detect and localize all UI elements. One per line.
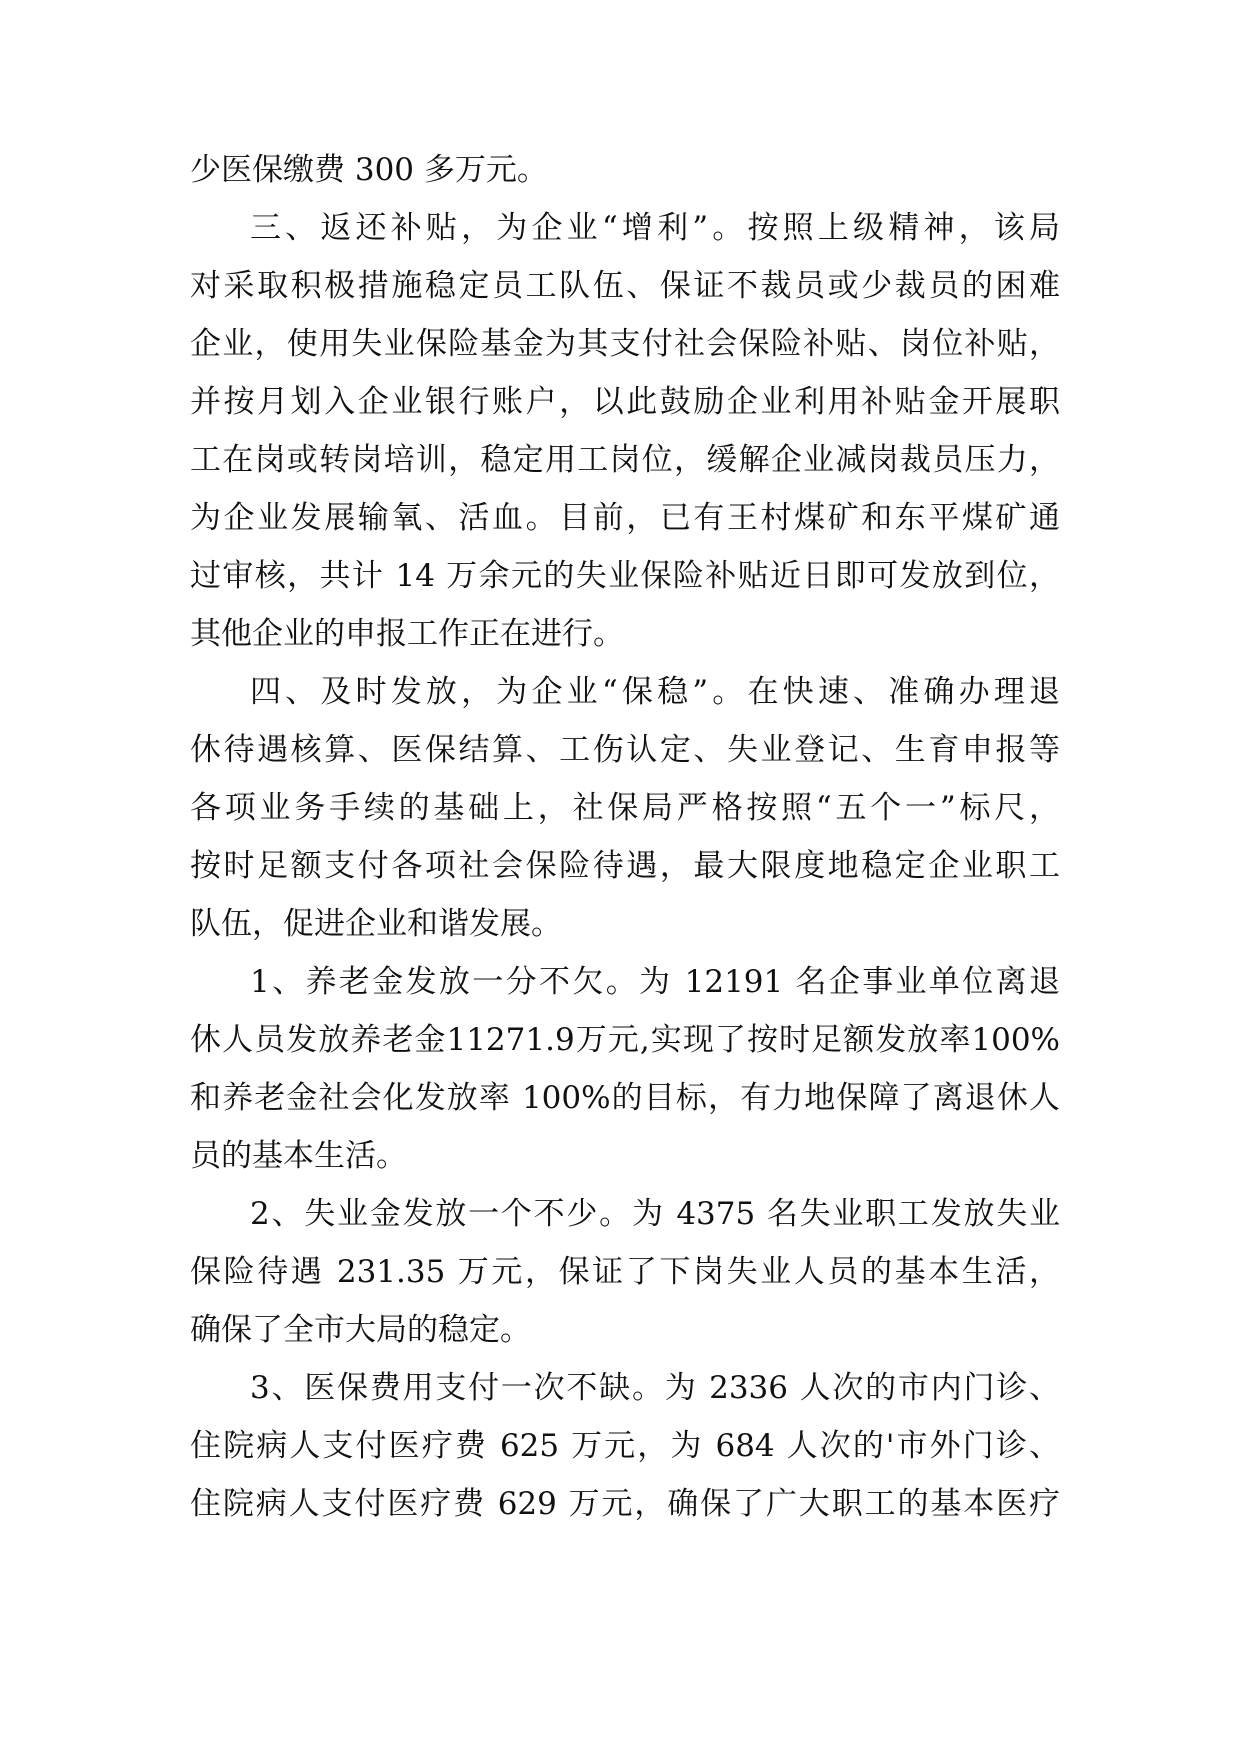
paragraph-line: 工在岗或转岗培训，稳定用工岗位，缓解企业减岗裁员压力， xyxy=(190,442,1060,478)
paragraph-line: 2、失业金发放一个不少。为 4375 名失业职工发放失业 xyxy=(250,1196,1060,1232)
paragraph-line: 并按月划入企业银行账户，以此鼓励企业利用补贴金开展职 xyxy=(190,384,1060,420)
paragraph-line: 休人员发放养老金11271.9万元,实现了按时足额发放率100% xyxy=(190,1022,1060,1058)
paragraph-line: 对采取积极措施稳定员工队伍、保证不裁员或少裁员的困难 xyxy=(190,268,1060,304)
paragraph-line: 和养老金社会化发放率 100%的目标，有力地保障了离退休人 xyxy=(190,1080,1060,1116)
paragraph-line: 各项业务手续的基础上，社保局严格按照“五个一”标尺， xyxy=(190,790,1060,826)
paragraph-line: 保险待遇 231.35 万元，保证了下岗失业人员的基本生活， xyxy=(190,1254,1060,1290)
paragraph-line: 过审核，共计 14 万余元的失业保险补贴近日即可发放到位， xyxy=(190,558,1060,594)
paragraph-line: 确保了全市大局的稳定。 xyxy=(190,1312,531,1348)
paragraph-line: 3、医保费用支付一次不缺。为 2336 人次的市内门诊、 xyxy=(250,1370,1060,1406)
paragraph-line: 为企业发展输氧、活血。目前，已有王村煤矿和东平煤矿通 xyxy=(190,500,1060,536)
paragraph-line: 企业，使用失业保险基金为其支付社会保险补贴、岗位补贴， xyxy=(190,326,1060,362)
paragraph-line: 住院病人支付医疗费 629 万元，确保了广大职工的基本医疗 xyxy=(190,1486,1060,1522)
paragraph-line: 其他企业的申报工作正在进行。 xyxy=(190,616,624,652)
paragraph-line: 三、返还补贴，为企业“增利”。按照上级精神，该局 xyxy=(250,210,1060,246)
paragraph-line: 员的基本生活。 xyxy=(190,1138,407,1174)
paragraph-line: 四、及时发放，为企业“保稳”。在快速、准确办理退 xyxy=(250,674,1060,710)
paragraph-line: 队伍，促进企业和谐发展。 xyxy=(190,906,562,942)
paragraph-line: 住院病人支付医疗费 625 万元，为 684 人次的'市外门诊、 xyxy=(190,1428,1060,1464)
paragraph-line: 休待遇核算、医保结算、工伤认定、失业登记、生育申报等 xyxy=(190,732,1060,768)
paragraph-line: 少医保缴费 300 多万元。 xyxy=(190,152,548,188)
paragraph-line: 按时足额支付各项社会保险待遇，最大限度地稳定企业职工 xyxy=(190,848,1060,884)
paragraph-line: 1、养老金发放一分不欠。为 12191 名企事业单位离退 xyxy=(250,964,1060,1000)
